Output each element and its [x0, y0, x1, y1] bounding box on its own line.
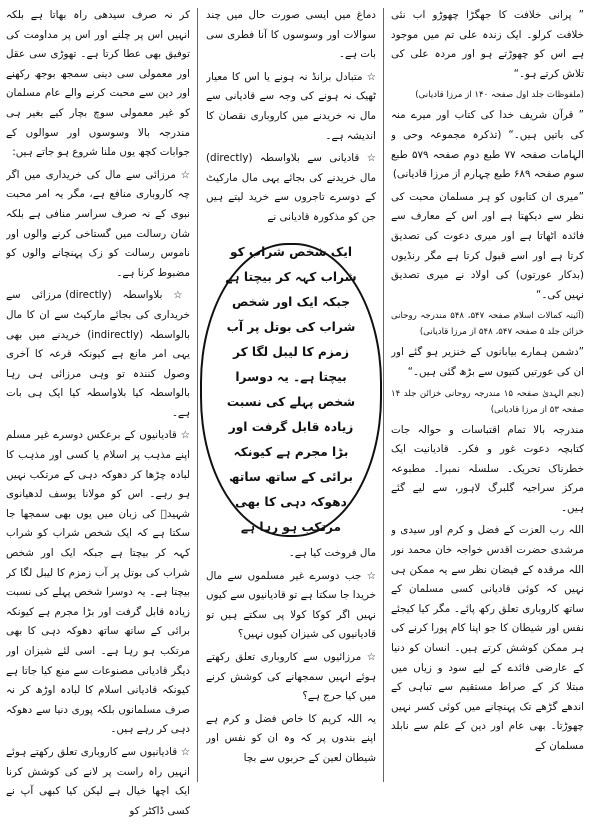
quote-paragraph: ” قرآن شریف خدا کی کتاب اور میرے منہ کی باتیں ہیں۔“ (تذکرہ مجموعہ وحی و الہامات صفحہ ۷۷ طبع دوم صفحہ ۵۷۹ طبع سوم صفحہ ۶۸۹ طبع چہارم از مرزا قادیانی): [391, 109, 584, 181]
answer-item: ☆ مرزائی سے مال کی خریداری میں اگر چہ کاروباری منافع ہے، مگر یہ امر محبت نبوی کے نہ صرف سراسر منافی ہے بلکہ شان رسالت میں گستاخی کرنے والوں اور ناموس رسالت کو زک پہنچانے والوں کو مضبوط کرنا ہے۔: [6, 168, 190, 279]
quote-paragraph: ”دشمن ہمارے بیابانوں کے خنزیر ہو گئے اور ان کی عورتیں کتیوں سے بڑھ گئی ہیں۔“: [391, 346, 584, 378]
quote-paragraph: ” پرانی خلافت کا جھگڑا چھوڑو اب نئی خلافت کرلو۔ ایک زندہ علی تم میں موجود ہے اس کو چھوڑتے ہو اور مردہ علی کی تلاش کرتے ہو۔“: [391, 9, 584, 80]
column-divider: [197, 8, 198, 782]
pull-quote-text: ایک شخص شراب کو شراب کہہ کر بیچتا ہے جبکہ ایک اور شخص شراب کی بوتل پر آب زمزم کا لیبل لگا کر بیچتا ہے۔ یہ دوسرا شخص پہلے کی نسبت زیادہ قابل گرفت اور بڑا مجرم ہے کیونکہ برائی کے ساتھ ساتھ دھوکہ دہی کا بھی مرتکب ہو رہا ہے: [225, 245, 357, 534]
column-right: [391, 6, 584, 760]
source-note: مندرجہ بالا تمام اقتباسات و حوالہ جات کتابچہ دعوت غور و فکر۔ قادیانیت ایک خطرناک تحریک۔ سلسلہ نمبرا۔ مطبوعہ مرکز سراجیہ گلبرگ لاہور، سے لیے گئے ہیں۔: [391, 423, 584, 514]
answer-item: ☆ قادیانیوں کے برعکس دوسرے غیر مسلم اپنے مذہب پر اسلام یا کسی اور مذہب کا لبادہ چڑھا کر دھوکہ دہی کے مرتکب نہیں ہو رہے۔ اس کو مولانا یوسف لدھیانوی شہیدؒ کی زبان میں یوں بھی سمجھا جا سکتا ہے کہ ایک شخص شراب کو شراب کہہ کر بیچتا ہے جبکہ ایک اور شخص شراب کی بوتل پر آب زمزم کا لیبل لگا کر بیچتا ہے۔ یہ دوسرا شخص پہلے کی نسبت زیادہ قابل گرفت اور بڑا مجرم ہے کیونکہ برائی کے ساتھ ساتھ دھوکہ دہی کا بھی مرتکب ہو رہا ہے۔ اسی لئے شیزان اور دیگر قادیانی مصنوعات سے منع کیا جاتا ہے کیونکہ قادیانی اسلام کا لبادہ اوڑھ کر نہ صرف مسلمانوں بلکہ پوری دنیا سے دھوکہ دہی کر رہے ہیں۔: [6, 429, 190, 736]
body-paragraph: اللہ رب العزت کے فضل و کرم اور سیدی و مرشدی حضرت اقدس خواجہ خان محمد نور اللہ مرقدہ کے فیضان نظر سے یہ ممکن ہی نہیں کہ کوئی قادیانی کسی مسلمان کے ساتھ کاروباری تعلق رکھ پائے۔ مگر کیا کیجئے نفس اور شیطان کا جو اپنا کام پورا کرنے کی ہر ممکن کوشش کرتے ہیں۔ انسان کو دنیا کے عارضی فائدے کے لیے سود و زیاں میں مبتلا کر کے صراط مستقیم سے تباہی کے اندھے گڑھے تک پہنچانے میں کوئی کسر نہیں چھوڑتا۔ بھی عام اور دین کے علم سے نابلد مسلمان کے: [391, 524, 584, 752]
body-paragraph: مال فروخت کیا ہے۔: [288, 547, 376, 559]
question-item: ☆ جب دوسرے غیر مسلموں سے مال خریدا جا سکتا ہے تو قادیانیوں سے کیوں نہیں اگر کوکا کولا پی سکتے ہیں تو قادیانیوں کی شیزان کیوں نہیں؟: [206, 569, 376, 641]
citation: (ملفوظات جلد اول صفحہ ۱۴۰ از مرزا قادیانی): [415, 90, 584, 101]
question-item: ☆ متبادل برانڈ نہ ہونے یا اس کا معیار ٹھیک نہ ہونے کی وجہ سے قادیانی سے مال نہ خریدنے میں کاروباری نقصان کا اندیشہ ہے۔: [206, 70, 376, 142]
citation: (نجم الہدیٰ صفحہ ۱۵ مندرجہ روحانی خزائن جلد ۱۴ صفحہ ۵۳ از مرزا قادیانی): [391, 388, 584, 415]
question-item: ☆ مرزائیوں سے کاروباری تعلق رکھتے ہوئے انہیں سمجھانے کی کوشش کرنے میں کیا حرج ہے؟: [206, 650, 376, 703]
body-paragraph: کر نہ صرف سیدھی راہ بھاتا ہے بلکہ انہیں اس پر چلنے اور اس پر مداومت کی توفیق بھی عطا کرتا ہے۔ تھوڑی سی عقل اور معمولی سی دینی سمجھ بوجھ رکھنے اور دین سے محبت کرنے والے عام مسلمان کو غیر معمولی سوچ بچار کیے بغیر ہی مندرجہ بالا وسوسوں اور سوالوں کے جوابات کچھ یوں ملنا شروع ہو جاتے ہیں:: [6, 9, 190, 159]
citation: (آئینہ کمالات اسلام صفحہ ۵۴۷، ۵۴۸ مندرجہ روحانی خزائن جلد ۵ صفحہ ۵۴۷، ۵۴۸ از مرزا قادیانی): [391, 311, 584, 338]
column-middle-bottom: [206, 544, 376, 784]
column-divider: [383, 8, 384, 782]
body-paragraph: یہ اللہ کریم کا خاص فضل و کرم ہے اپنے بندوں پر کہ وہ ان کو نفس اور شیطان لعین کے حربوں سے بچا: [206, 712, 376, 764]
column-middle-top: [206, 6, 376, 236]
question-item: ☆ قادیانی سے بلاواسطہ (directly) مال خریدنے کی بجائے یہی مال مارکیٹ کے دوسرے تاجروں سے خرید لیتے ہیں جن کو مذکورہ قادیانی نے: [206, 152, 376, 223]
column-left: [6, 6, 190, 824]
answer-item: ☆ قادیانیوں سے کاروباری تعلق رکھتے ہوئے انہیں راہ راست پر لانے کی کوشش کرنا ایک اچھا خیال ہے لیکن کیا کبھی آپ نے کسی ڈاکٹر کو: [6, 745, 190, 817]
pull-quote-box: [200, 243, 382, 537]
quote-paragraph: ”میری ان کتابوں کو ہر مسلمان محبت کی نظر سے دیکھتا ہے اور اس کے معارف سے فائدہ اٹھاتا ہے اور میری دعوت کی تصدیق کرتا ہے اور اسے قبول کرتا ہے مگر رنڈیوں (بدکار عورتوں) کی اولاد نے میری تصدیق نہیں کی۔“: [391, 190, 584, 301]
answer-item: ☆ بلاواسطہ (directly) مرزائی سے خریداری کی بجائے مارکیٹ سے ان کا مال بالواسطہ (indirectly) خریدنے میں بھی یہی امر مانع ہے کیونکہ قرعہ کا آخری وصول کنندہ تو وہی مرزائی ہی رہا بالواسطہ کیا بلاواسطہ کیا ایک ہی بات ہے۔: [6, 289, 190, 419]
body-paragraph: دماغ میں ایسی صورت حال میں چند سوالات اور وسوسوں کا آنا فطری سی بات ہے۔: [206, 9, 376, 61]
